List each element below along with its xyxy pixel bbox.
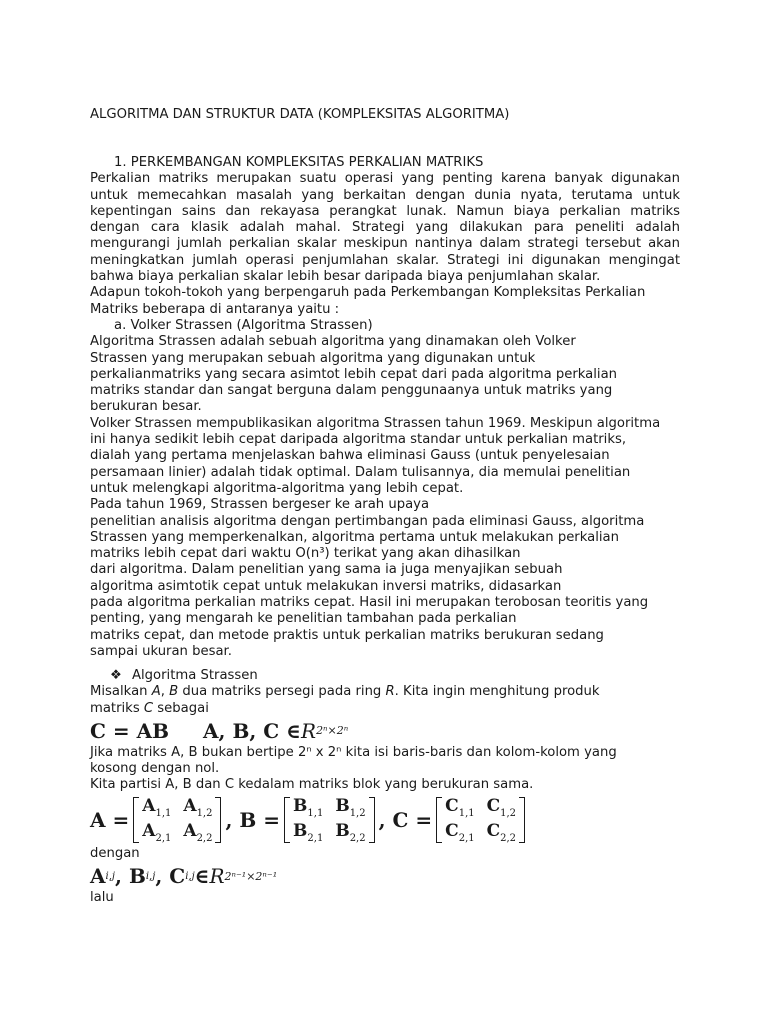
matrix-a (133, 796, 221, 844)
subheading-volker-strassen: a. Volker Strassen (Algoritma Strassen) (114, 317, 373, 333)
matrix-entry: $C_{2,1}$ (445, 820, 475, 844)
paragraph-strassen-research (90, 497, 680, 660)
paragraph-intro: Perkalian matriks merupakan suatu operasi yang penting karena banyak digunakan untuk memecahkan masalah yang berkaitan dengan dunia nyata, terutama untuk kepentingan sains dan rekayasa perangkat lunak. Namun biaya perkalian matriks dengan cara klasik adalah mahal. Strategi yang dilakukan para peneliti adalah mengurangi jumlah perkalian skalar meskipun nantinya dalam strategi tersebut akan meningkatkan jumlah operasi penjumlahan skalar. Strategi ini digunakan mengingat bahwa biaya perkalian skalar lebih besar daripada biaya penjumlahan skalar. (90, 171, 680, 285)
text-line: pada algoritma perkalian matriks cepat. Hasil ini merupakan terobosan teoritis yang (90, 595, 649, 611)
text-span: dua matriks persegi pada ring (178, 684, 386, 700)
bullet-heading-label: Algoritma Strassen (132, 668, 258, 683)
matrix-entry: $C_{1,2}$ (486, 795, 517, 819)
matrix-a-label: A = (90, 807, 130, 832)
text-line: Strassen yang memperkenalkan, algoritma pertama untuk melakukan perkalian (90, 529, 619, 545)
ring-symbol: R (301, 718, 317, 743)
bullet-heading (90, 668, 680, 684)
matrix-entry: $B_{2,2}$ (335, 820, 366, 844)
text-line: algoritma asimtotik cepat untuk melakukan inversi matriks, didasarkan (90, 578, 562, 594)
text-line (90, 684, 680, 700)
matrix-c-label: , C = (378, 807, 433, 832)
matrix-entry: $A_{1,2}$ (183, 795, 213, 819)
matrix-entry: $A_{2,1}$ (142, 820, 172, 844)
text-line: dengan (90, 845, 140, 861)
paragraph-strassen-1969 (90, 416, 680, 497)
subscript: i,j (145, 870, 156, 882)
section-1 (90, 155, 680, 660)
math-var: A (90, 864, 106, 889)
equation-c-equals-ab (90, 717, 680, 745)
text-line: untuk melengkapi algoritma-algoritma yang lebih cepat. (90, 480, 464, 496)
text-line: penelitian analisis algoritma dengan pertimbangan pada eliminasi Gauss, algoritma (90, 513, 645, 529)
element-of-symbol: ∈ (194, 864, 210, 889)
equation-block-membership (90, 862, 680, 890)
text-line: penting, yang mengarah ke penelitian tambahan pada perkalian (90, 611, 517, 627)
paragraph-strassen-definition (90, 334, 680, 415)
text-line (90, 701, 680, 717)
text-span: . Kita ingin menghitung produk (394, 684, 600, 700)
equation-block-matrices (90, 794, 680, 846)
subscript: i,j (105, 870, 116, 882)
text-line: Volker Strassen mempublikasikan algoritma Strassen tahun 1969. Meskipun algoritma (90, 415, 661, 431)
paragraph-tokoh: Adapun tokoh-tokoh yang berpengaruh pada Perkembangan Kompleksitas Perkalian Matriks beberapa di antaranya yaitu : (90, 285, 646, 317)
math-var: R (385, 684, 395, 700)
matrix-entry: $C_{1,1}$ (445, 795, 475, 819)
matrix-entry: $B_{1,1}$ (293, 795, 324, 819)
text-line: matriks cepat, dan metode praktis untuk perkalian matriks berukuran sedang (90, 627, 604, 643)
text-line: Kita partisi A, B dan C kedalam matriks blok yang berukuran sama. (90, 777, 534, 793)
text-span: , (160, 684, 170, 700)
text-line: dialah yang pertama menjelaskan bahwa eliminasi Gauss (untuk penyelesaian (90, 448, 610, 464)
section-strassen-algorithm (90, 668, 680, 906)
document-title: ALGORITMA DAN STRUKTUR DATA (KOMPLEKSITAS ALGORITMA) (90, 107, 510, 122)
matrix-c (436, 796, 525, 844)
text-line: matriks standar dan sangat berguna dalam penggunaanya untuk matriks yang (90, 383, 613, 399)
text-line: Pada tahun 1969, Strassen bergeser ke arah upaya (90, 497, 430, 513)
math-var: , B (115, 864, 146, 889)
matrix-entry: $C_{2,2}$ (486, 820, 517, 844)
text-line: persamaan linier) adalah tidak optimal. Dalam tulisannya, dia memulai penelitian (90, 464, 631, 480)
diamond-bullet-icon: ❖ (110, 668, 122, 683)
equation-lhs: C = AB (90, 718, 170, 743)
dimension-superscript: 2ⁿ×2ⁿ (316, 724, 349, 738)
ring-symbol: R (209, 864, 225, 889)
text-line: matriks lebih cepat dari waktu O(n³) terikat yang akan dihasilkan (90, 546, 521, 562)
text-line: Algoritma Strassen adalah sebuah algoritma yang dinamakan oleh Volker (90, 334, 576, 350)
math-var: C (143, 700, 154, 716)
math-var: A (151, 684, 161, 700)
text-line: perkalianmatriks yang secara asimtot lebih cepat dari pada algoritma perkalian (90, 366, 618, 382)
section-1-heading: 1. PERKEMBANGAN KOMPLEKSITAS PERKALIAN MATRIKS (114, 155, 484, 170)
matrix-b-label: , B = (225, 807, 281, 832)
text-line: dari algoritma. Dalam penelitian yang sama ia juga menyajikan sebuah (90, 562, 563, 578)
matrix-b (284, 796, 375, 844)
text-line: kosong dengan nol. (90, 761, 220, 777)
text-span: matriks (90, 700, 144, 716)
text-line: Jika matriks A, B bukan bertipe 2ⁿ x 2ⁿ kita isi baris-baris dan kolom-kolom yang (90, 744, 617, 760)
math-var: , C (155, 864, 186, 889)
matrix-entry: $B_{1,2}$ (335, 795, 366, 819)
equation-membership: A, B, C ∈ (203, 718, 301, 743)
text-line: Strassen yang merupakan sebuah algoritma yang digunakan untuk (90, 350, 536, 366)
text-line: berukuran besar. (90, 399, 202, 415)
math-var: B (169, 684, 179, 700)
text-line: lalu (90, 890, 114, 906)
dimension-superscript: 2ⁿ⁻¹×2ⁿ⁻¹ (224, 869, 278, 883)
matrix-entry: $B_{2,1}$ (293, 820, 324, 844)
subscript: i,j (185, 870, 195, 882)
text-line: ini hanya sedikit lebih cepat daripada algoritma standar untuk perkalian matriks, (90, 432, 627, 448)
text-span: sebagai (153, 700, 209, 716)
matrix-entry: $A_{2,2}$ (183, 820, 213, 844)
text-line: sampai ukuran besar. (90, 643, 232, 659)
matrix-entry: $A_{1,1}$ (142, 795, 172, 819)
text-span: Misalkan (90, 684, 152, 700)
